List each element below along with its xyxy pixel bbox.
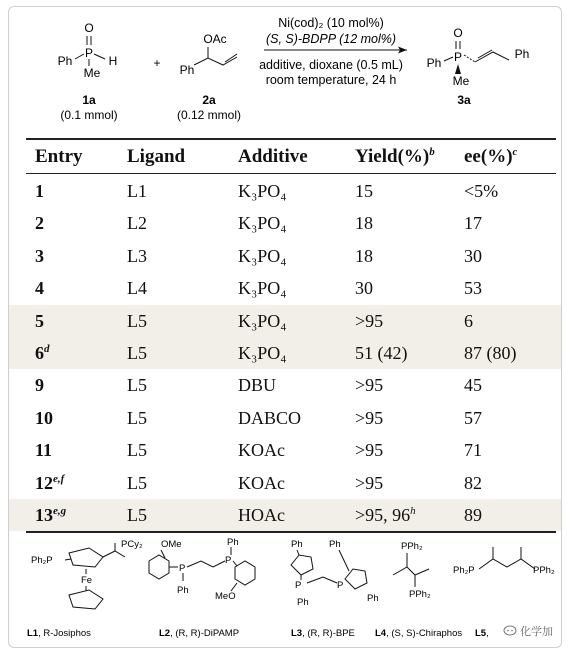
ligand-number: L1	[27, 628, 39, 639]
table-row	[9, 434, 561, 466]
cell-ligand: L5	[127, 342, 147, 363]
cell-entry: 4	[35, 278, 44, 299]
product-3a-structure	[427, 26, 530, 88]
cell-yield: >95	[355, 440, 384, 461]
table-row	[9, 240, 561, 272]
group-oac: OAc	[203, 32, 227, 46]
condition-temperature: room temperature, 24 h	[265, 73, 397, 87]
ligand-name: ,	[486, 628, 489, 639]
header-ligand: Ligand	[127, 146, 186, 167]
group-me: Me	[452, 74, 470, 88]
reaction-scheme	[9, 7, 561, 139]
cell-entry	[35, 337, 50, 369]
atom-p: P	[179, 563, 186, 574]
cell-ligand: L5	[127, 407, 147, 428]
footnote-mark: e,g	[53, 504, 67, 517]
cell-additive: KOAc	[238, 472, 285, 493]
table-top-rule	[26, 138, 556, 140]
table-row	[9, 207, 561, 239]
header-additive: Additive	[238, 146, 308, 167]
group-ph: Ph	[426, 56, 442, 70]
ligand-l2-structure	[149, 537, 255, 602]
cell-entry: 11	[35, 440, 53, 461]
ligand-l3-label	[291, 628, 355, 639]
group-ph: Ph	[291, 539, 303, 550]
group-ph: Ph	[179, 63, 195, 77]
atom-p: P	[453, 50, 463, 64]
cell-ligand: L5	[127, 504, 147, 525]
footnote-mark: d	[44, 342, 50, 355]
header-ee-text: ee(%)	[464, 146, 513, 167]
cell-entry: 9	[35, 375, 44, 396]
cell-yield: >95	[355, 375, 384, 396]
reactant-2a-amount: (0.12 mmol)	[176, 108, 242, 122]
group-me: Me	[83, 66, 101, 80]
ligand-l4-structure	[393, 541, 431, 600]
cell-additive: K₃PO₄	[238, 245, 287, 266]
table-header-rule	[26, 173, 556, 174]
cell-yield: >95	[355, 310, 384, 331]
atom-h: H	[108, 54, 118, 68]
cell-ee: 87 (80)	[464, 342, 517, 363]
table-row	[9, 467, 561, 499]
ligand-number: L3	[291, 628, 303, 639]
cell-ligand: L4	[127, 278, 147, 299]
footnote-mark: e,f	[53, 472, 65, 485]
group-ph2p: Ph₂P	[31, 555, 53, 566]
group-ome: OMe	[161, 539, 182, 550]
table-row	[9, 272, 561, 304]
entry-number: 12	[35, 472, 53, 493]
cell-ee: <5%	[464, 181, 499, 201]
atom-p: P	[337, 580, 344, 591]
table-row	[9, 175, 561, 207]
cell-ee: 17	[464, 213, 482, 234]
table-row-highlighted	[9, 337, 561, 369]
header-yield	[355, 141, 435, 173]
cell-additive: K₃PO₄	[238, 181, 287, 201]
cell-additive: K₃PO₄	[238, 342, 287, 363]
entry-number: 6	[35, 342, 44, 363]
cell-entry	[35, 467, 64, 499]
group-ph: Ph	[57, 54, 73, 68]
entry-number: 1	[35, 181, 44, 201]
cell-entry: 2	[35, 213, 44, 234]
cell-ligand: L5	[127, 472, 147, 493]
group-ph: Ph	[367, 593, 379, 604]
table-body	[9, 175, 561, 531]
ligand-l5-label	[475, 628, 489, 639]
ligand-name: , (R, R)-BPE	[302, 628, 355, 639]
group-ph: Ph	[297, 597, 309, 608]
ligand-l1-label	[27, 628, 91, 639]
cell-ee: 6	[464, 310, 473, 331]
cell-additive: K₃PO₄	[238, 310, 287, 331]
yield-value: >95, 96	[355, 504, 411, 525]
group-pph2: PPh₂	[409, 589, 431, 600]
cell-ee: 45	[464, 375, 482, 396]
header-ee	[464, 141, 517, 173]
atom-o: O	[453, 26, 463, 40]
table-row-highlighted	[9, 499, 561, 531]
group-pcy2: PCy₂	[121, 539, 143, 550]
ligand-l5-structure	[453, 547, 555, 576]
group-ph: Ph	[177, 585, 189, 596]
cell-additive: K₃PO₄	[238, 278, 287, 299]
footnote-mark: c	[512, 146, 518, 158]
table-row	[9, 402, 561, 434]
footnote-mark: b	[429, 146, 435, 158]
cell-additive: K₃PO₄	[238, 213, 287, 234]
cell-additive: KOAc	[238, 440, 285, 461]
cell-ee: 82	[464, 472, 482, 493]
group-meo: MeO	[215, 591, 236, 602]
group-ph: Ph	[329, 539, 341, 550]
cell-yield: >95	[355, 472, 384, 493]
table-row-highlighted	[9, 305, 561, 337]
cell-yield: 18	[355, 245, 373, 266]
ligand-l3-structure	[291, 539, 379, 608]
cell-yield: 51 (42)	[355, 342, 408, 363]
atom-fe: Fe	[81, 575, 93, 586]
cell-ee: 57	[464, 407, 482, 428]
watermark	[503, 623, 553, 639]
entry-number: 13	[35, 504, 53, 525]
header-yield-text: Yield(%)	[355, 146, 430, 167]
group-pph2: PPh₂	[533, 565, 555, 576]
atom-o: O	[84, 21, 94, 35]
ligand-name: , R-Josiphos	[38, 628, 91, 639]
ligand-structures	[9, 533, 561, 645]
ligand-l2-label	[159, 628, 239, 639]
ligand-l4-label	[375, 628, 462, 639]
cell-entry: 10	[35, 407, 53, 428]
cell-ligand: L5	[127, 440, 147, 461]
group-pph2: PPh₂	[401, 541, 423, 552]
cell-ligand: L2	[127, 213, 147, 234]
cell-yield: >95	[355, 407, 384, 428]
atom-p: P	[295, 580, 302, 591]
condition-ligand: (S, S)-BDPP (12 mol%)	[265, 32, 397, 46]
cell-yield: 15	[355, 181, 373, 201]
table-row	[9, 369, 561, 401]
atom-p: P	[225, 555, 232, 566]
ligand-number: L4	[375, 628, 387, 639]
reactant-1a-structure	[58, 21, 118, 80]
cell-ligand: L5	[127, 310, 147, 331]
cell-entry	[35, 499, 66, 531]
cell-ee: 89	[464, 504, 482, 525]
reactant-2a-structure	[180, 32, 237, 77]
ligand-l1-structure	[31, 539, 143, 609]
cell-entry	[35, 175, 44, 207]
cell-additive: DBU	[238, 375, 277, 396]
group-ph: Ph	[227, 537, 239, 548]
condition-solvent: additive, dioxane (0.5 mL)	[259, 58, 403, 72]
cell-entry: 5	[35, 310, 44, 331]
compound-label-1a: 1a	[82, 93, 96, 107]
cell-additive: DABCO	[238, 407, 302, 428]
ligand-name: , (R, R)-DiPAMP	[170, 628, 240, 639]
compound-label-2a: 2a	[202, 93, 216, 107]
ligand-number: L2	[159, 628, 171, 639]
cell-ligand: L3	[127, 245, 147, 266]
footnote-mark: h	[410, 504, 416, 517]
cell-yield	[355, 499, 416, 531]
ligand-name: , (S, S)-Chiraphos	[386, 628, 463, 639]
plus-sign: +	[153, 56, 161, 70]
header-entry: Entry	[35, 146, 83, 167]
figure-frame	[8, 6, 562, 648]
ligand-number: L5	[475, 628, 487, 639]
chat-bubble-icon	[503, 625, 517, 637]
compound-label-3a: 3a	[457, 93, 471, 107]
watermark-text: 化学加	[520, 625, 553, 638]
cell-ee: 71	[464, 440, 482, 461]
cell-ee: 30	[464, 245, 482, 266]
cell-yield: 18	[355, 213, 373, 234]
cell-ligand: L1	[127, 181, 147, 201]
cell-additive: HOAc	[238, 504, 285, 525]
group-ph2p: Ph₂P	[453, 565, 475, 576]
cell-yield: 30	[355, 278, 373, 299]
reactant-1a-amount: (0.1 mmol)	[60, 108, 118, 122]
cell-ligand: L5	[127, 375, 147, 396]
cell-entry: 3	[35, 245, 44, 266]
condition-catalyst: Ni(cod)₂ (10 mol%)	[278, 16, 384, 30]
atom-p: P	[84, 46, 94, 60]
table-header	[9, 141, 561, 173]
group-ph: Ph	[514, 47, 530, 61]
cell-ee: 53	[464, 278, 482, 299]
